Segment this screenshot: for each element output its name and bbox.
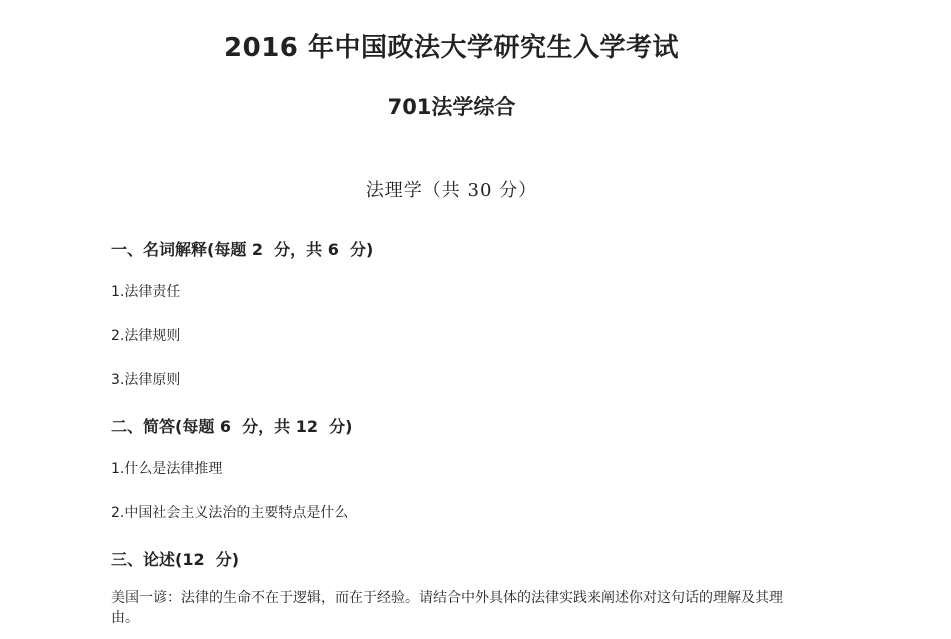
- part-title: 法理学（共 30 分）: [365, 180, 538, 201]
- exam-title: 2016 年中国政法大学研究生入学考试: [224, 33, 679, 63]
- question-item: 2.法律规则: [111, 328, 181, 344]
- section-heading-essay: 三、论述(12 分): [111, 550, 240, 569]
- question-item: 1.法律责任: [111, 284, 181, 300]
- section-heading-short-answer: 二、简答(每题 6 分，共 12 分): [111, 417, 353, 436]
- essay-question: 美国一谚：法律的生命不在于逻辑，而在于经验。请结合中外具体的法律实践来阐述你对这句话的理解及其理由。: [111, 590, 783, 626]
- section-heading-terms: 一、名词解释(每题 2 分，共 6 分): [111, 240, 374, 259]
- exam-subject: 701法学综合: [387, 95, 516, 119]
- question-item: 1.什么是法律推理: [111, 461, 223, 477]
- question-item: 3.法律原则: [111, 372, 181, 388]
- question-item: 2.中国社会主义法治的主要特点是什么: [111, 505, 349, 521]
